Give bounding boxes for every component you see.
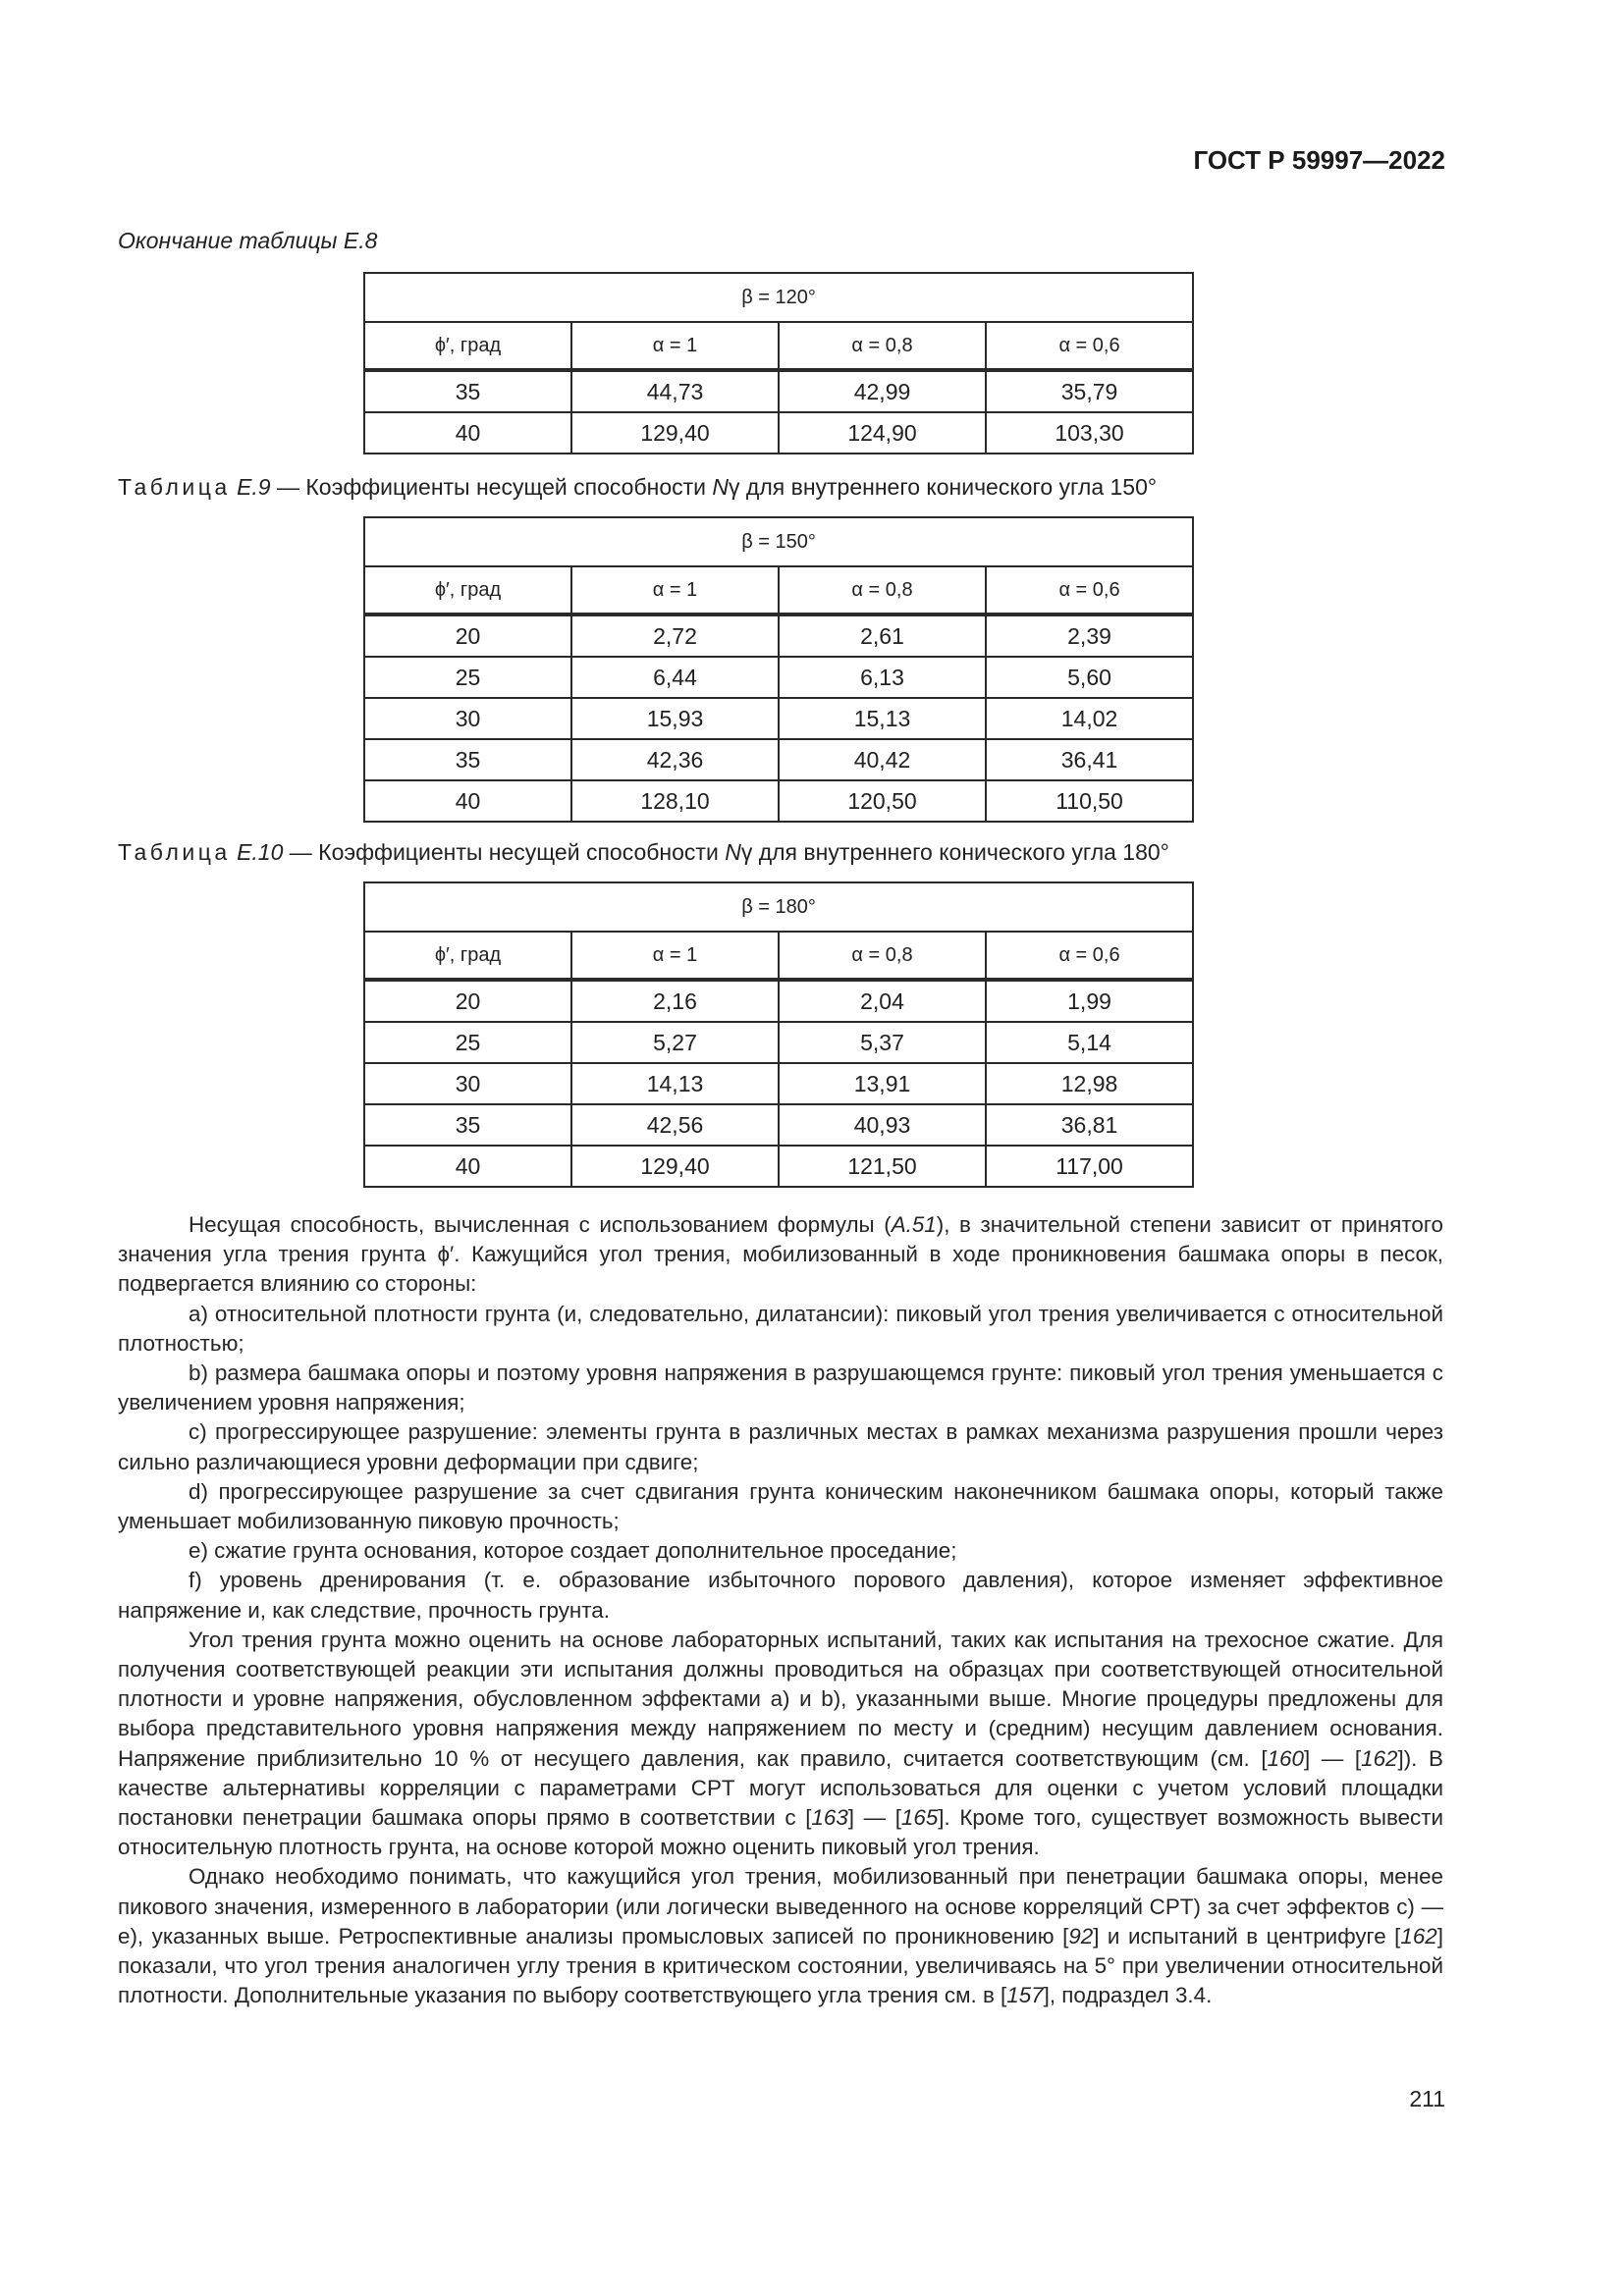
text-run: f) уровень дренирования (т. е. образование избыточного порового давления), которое изменяет эффективное напряжение и, как следствие, прочность грунта. <box>118 1568 1443 1623</box>
table-cell: 40,93 <box>779 1104 986 1146</box>
table-cell: 128,10 <box>571 780 779 822</box>
table-cell: 2,04 <box>779 980 986 1022</box>
list-item <box>118 1477 1443 1536</box>
caption-symbol: N <box>725 839 741 865</box>
table-cell: 129,40 <box>571 412 779 454</box>
table-cell: 5,60 <box>986 657 1193 698</box>
table-cell: 40 <box>364 412 571 454</box>
table-e10-caption <box>118 839 1169 866</box>
table-cell: 5,27 <box>571 1022 779 1063</box>
table-cell: 124,90 <box>779 412 986 454</box>
table-cell: 5,37 <box>779 1022 986 1063</box>
table-e10 <box>363 881 1194 1188</box>
paragraph <box>118 1862 1443 2010</box>
table-cell: 110,50 <box>986 780 1193 822</box>
table-row <box>364 657 1193 698</box>
reference-text: 157 <box>1006 1983 1044 2008</box>
table-e9 <box>363 516 1194 823</box>
table-cell: 12,98 <box>986 1063 1193 1104</box>
table-cell: 40 <box>364 1146 571 1187</box>
table-row <box>364 1063 1193 1104</box>
caption-label: Таблица <box>118 474 231 500</box>
caption-text: — Коэффициенты несущей способности <box>270 474 713 500</box>
reference-text: 162 <box>1400 1923 1437 1949</box>
table-cell: 2,61 <box>779 614 986 657</box>
table-cell: 103,30 <box>986 412 1193 454</box>
table-cell: 117,00 <box>986 1146 1193 1187</box>
text-run: b) размера башмака опоры и поэтому уровня напряжения в разрушающемся грунте: пиковый угол трения уменьшается с увеличением уровня напряжения; <box>118 1361 1443 1415</box>
caption-symbol: N <box>712 474 730 500</box>
text-run: ] показали, что угол трения аналогичен углу трения в критическом состоянии, увеличиваясь на 5° при увеличении относительной плотности. Дополнительные указания по выбору соответствующего угла трения см. в [ <box>118 1923 1443 2008</box>
column-header: α = 1 <box>571 932 779 980</box>
list-item <box>118 1536 1443 1566</box>
table-row <box>364 1146 1193 1187</box>
table-cell: 14,02 <box>986 698 1193 739</box>
table-cell: 30 <box>364 1063 571 1104</box>
table-cell: 44,73 <box>571 370 779 412</box>
table-row <box>364 698 1193 739</box>
column-header: α = 1 <box>571 322 779 370</box>
paragraph <box>118 1626 1443 1863</box>
column-header: ϕ′, град <box>364 932 571 980</box>
column-header: α = 0,8 <box>779 322 986 370</box>
table-cell: 25 <box>364 1022 571 1063</box>
table-cell: 121,50 <box>779 1146 986 1187</box>
table-cell: 25 <box>364 657 571 698</box>
table-row <box>364 370 1193 412</box>
text-run: Угол трения грунта можно оценить на основе лабораторных испытаний, таких как испытания на трехосное сжатие. Для получения соответствующей реакции эти испытания должны проводиться на образцах при соответствующей относительной плотности и уровне напряжения, обусловленном эффектами a) и b), указанными выше. Многие процедуры предложены для выбора представительного уровня напряжения между напряжением по месту и (средним) несущим давлением основания. Напряжение приблизительно 10 % от несущего давления, как правило, считается соответствующим (см. [ <box>118 1627 1443 1771</box>
caption-text: γ для внутреннего конического угла 180° <box>740 839 1169 865</box>
text-run: d) прогрессирующее разрушение за счет сдвигания грунта коническим наконечником башмака опоры, который также уменьшает мобилизованную пиковую прочность; <box>118 1478 1443 1534</box>
table-cell: 5,14 <box>986 1022 1193 1063</box>
table-row <box>364 1022 1193 1063</box>
column-header: α = 0,8 <box>779 932 986 980</box>
table-cell: 42,56 <box>571 1104 779 1146</box>
table-row <box>364 614 1193 657</box>
table-cell: 42,99 <box>779 370 986 412</box>
text-run: ]). В качестве альтернативы корреляции с параметрами CPT могут использоваться для оценки с учетом условий площадки постановки пенетрации башмака опоры прямо в соответствии с [ <box>118 1745 1443 1831</box>
text-run: ] и испытаний в центрифуге [ <box>1093 1923 1401 1949</box>
table-cell: 20 <box>364 980 571 1022</box>
list-item <box>118 1417 1443 1476</box>
table-row <box>364 980 1193 1022</box>
table-cell: 20 <box>364 614 571 657</box>
table-row <box>364 780 1193 822</box>
reference-text: 163 <box>811 1805 848 1831</box>
caption-number: Е.9 <box>237 474 271 500</box>
text-run: a) относительной плотности грунта (и, следовательно, дилатансии): пиковый угол трения увеличивается с относительной плотностью; <box>118 1301 1443 1356</box>
table-continuation-note: Окончание таблицы Е.8 <box>118 228 378 253</box>
reference-text: 92 <box>1068 1923 1094 1949</box>
list-item <box>118 1359 1443 1417</box>
table-cell: 13,91 <box>779 1063 986 1104</box>
column-header: α = 0,6 <box>986 322 1193 370</box>
caption-text: γ для внутреннего конического угла 150° <box>729 474 1158 500</box>
table-cell: 129,40 <box>571 1146 779 1187</box>
table-cell: 15,13 <box>779 698 986 739</box>
caption-label: Таблица <box>118 839 231 865</box>
paragraph <box>118 1210 1443 1300</box>
table-cell: 6,13 <box>779 657 986 698</box>
table-cell: 40 <box>364 780 571 822</box>
table-cell: 35,79 <box>986 370 1193 412</box>
table-cell: 36,81 <box>986 1104 1193 1146</box>
caption-number: Е.10 <box>237 839 284 865</box>
table-e9-caption <box>118 474 1157 501</box>
text-run: ), в значительной степени зависит от принятого значения угла трения грунта ϕ′. Кажущийся угол трения, мобилизованный в ходе проникновения башмака опоры в песок, подвергается влиянию со стороны: <box>118 1212 1443 1297</box>
table-e8 <box>363 272 1194 454</box>
column-header: α = 0,6 <box>986 932 1193 980</box>
column-header: α = 0,8 <box>779 566 986 614</box>
table-beta-header: β = 120° <box>364 273 1193 322</box>
column-header: ϕ′, град <box>364 322 571 370</box>
reference-text: 162 <box>1361 1745 1398 1771</box>
table-cell: 6,44 <box>571 657 779 698</box>
table-cell: 36,41 <box>986 739 1193 780</box>
text-run: e) сжатие грунта основания, которое создает дополнительное проседание; <box>189 1538 957 1564</box>
text-run: ] — [ <box>1303 1745 1362 1771</box>
table-row <box>364 1104 1193 1146</box>
body-text <box>118 1210 1443 2010</box>
table-cell: 14,13 <box>571 1063 779 1104</box>
table-cell: 42,36 <box>571 739 779 780</box>
reference-text: 165 <box>900 1805 939 1831</box>
table-row <box>364 412 1193 454</box>
column-header: α = 0,6 <box>986 566 1193 614</box>
table-beta-header: β = 180° <box>364 882 1193 932</box>
table-cell: 15,93 <box>571 698 779 739</box>
text-run: ] — [ <box>847 1805 901 1831</box>
table-cell: 120,50 <box>779 780 986 822</box>
page-number: 211 <box>1409 2086 1445 2111</box>
document-code: ГОСТ Р 59997—2022 <box>1193 145 1445 175</box>
table-cell: 40,42 <box>779 739 986 780</box>
table-cell: 2,72 <box>571 614 779 657</box>
table-cell: 35 <box>364 370 571 412</box>
text-run: Несущая способность, вычисленная с использованием формулы ( <box>189 1212 892 1237</box>
list-item <box>118 1566 1443 1625</box>
column-header: α = 1 <box>571 566 779 614</box>
table-cell: 30 <box>364 698 571 739</box>
table-cell: 2,16 <box>571 980 779 1022</box>
caption-text: — Коэффициенты несущей способности <box>283 839 726 865</box>
table-beta-header: β = 150° <box>364 517 1193 566</box>
table-cell: 1,99 <box>986 980 1193 1022</box>
text-run: Однако необходимо понимать, что кажущийся угол трения, мобилизованный при пенетрации башмака опоры, менее пикового значения, измеренного в лаборатории (или логически выведенного на основе корреляций CPT) за счет эффектов c) — e), указанных выше. Ретроспективные анализы промысловых записей по проникновению [ <box>118 1864 1443 1949</box>
table-cell: 35 <box>364 1104 571 1146</box>
table-row <box>364 739 1193 780</box>
column-header: ϕ′, град <box>364 566 571 614</box>
text-run: c) прогрессирующее разрушение: элементы грунта в различных местах в рамках механизма разрушения прошли через сильно различающиеся уровни деформации при сдвиге; <box>118 1419 1443 1474</box>
reference-text: 160 <box>1267 1745 1304 1771</box>
list-item <box>118 1300 1443 1359</box>
text-run: ], подраздел 3.4. <box>1043 1983 1213 2008</box>
table-cell: 35 <box>364 739 571 780</box>
table-cell: 2,39 <box>986 614 1193 657</box>
text-run: ]. Кроме того, существует возможность вывести относительную плотность грунта, на основе которой можно оценить пиковый угол трения. <box>118 1805 1443 1860</box>
reference-text: А.51 <box>891 1212 937 1237</box>
